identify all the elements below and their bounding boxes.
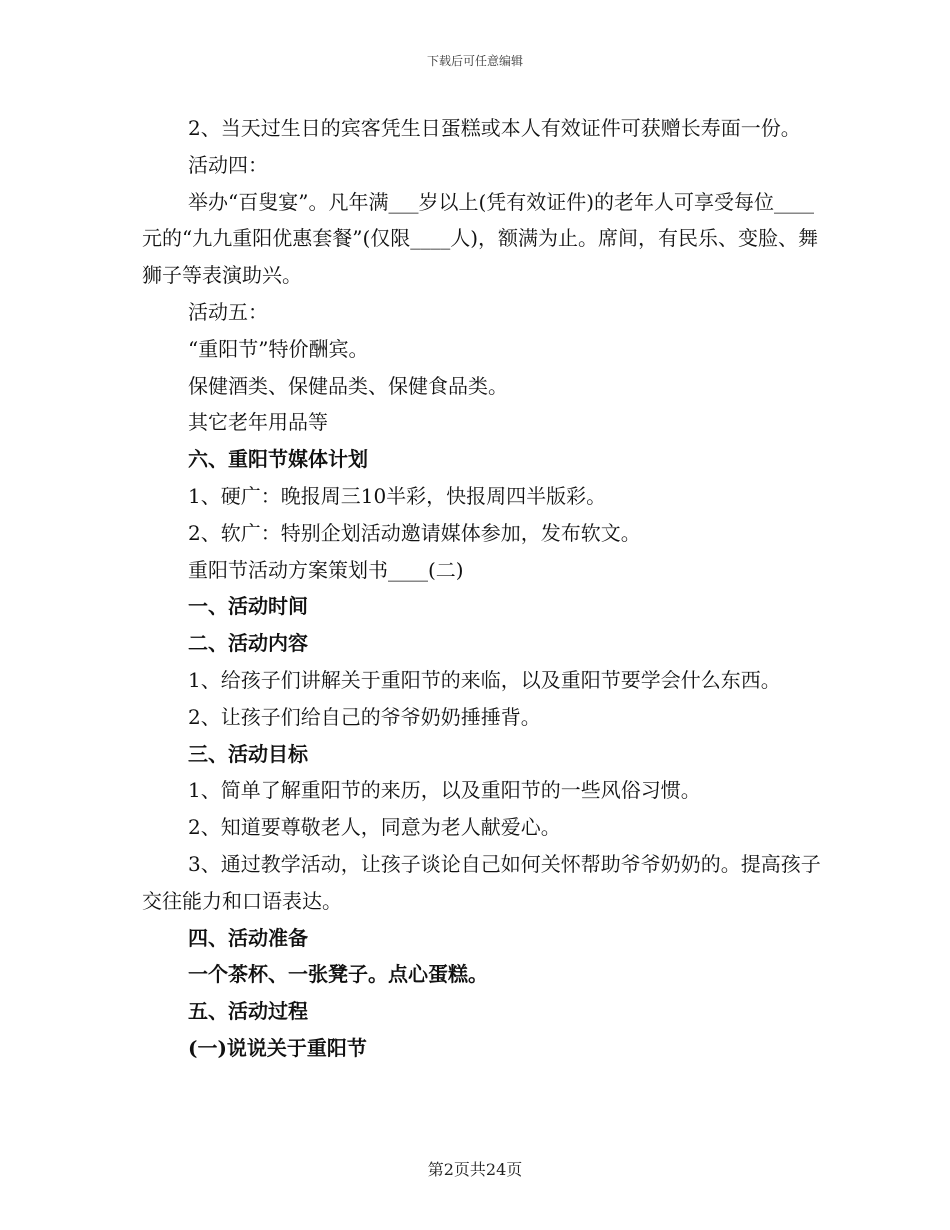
page-header-note: 下载后可任意编辑 [426, 54, 523, 68]
paragraph: 1、给孩子们讲解关于重阳节的来临，以及重阳节要学会什么东西。 [188, 667, 781, 692]
paragraph: 2、软广：特别企划活动邀请媒体参加，发布软文。 [188, 520, 641, 545]
section-heading: 四、活动准备 [188, 925, 308, 950]
paragraph: 2、知道要尊敬老人，同意为老人献爱心。 [188, 815, 561, 840]
paragraph: 重阳节活动方案策划书____(二) [188, 557, 464, 582]
paragraph: 一个茶杯、一张凳子。点心蛋糕。 [188, 962, 488, 987]
paragraph: 举办“百叟宴”。凡年满___岁以上(凭有效证件)的老年人可享受每位____元的“九九重阳优惠套餐”(仅限____人)，额满为止。席间，有民乐、变脸、舞狮子等表演助兴。 [142, 189, 819, 288]
paragraph: “重阳节”特价酬宾。 [188, 336, 369, 361]
paragraph: 2、让孩子们给自己的爷爷奶奶捶捶背。 [188, 704, 541, 729]
document-body [142, 110, 822, 1067]
paragraph: 其它老年用品等 [188, 410, 328, 435]
paragraph: 保健酒类、保健品类、保健食品类。 [188, 373, 508, 398]
section-heading: 二、活动内容 [188, 631, 308, 656]
page-footer-number: 第2页共24页 [427, 1160, 523, 1179]
section-heading: 三、活动目标 [188, 741, 308, 766]
paragraph: 活动四： [188, 152, 268, 177]
paragraph: 1、硬广：晚报周三10半彩，快报周四半版彩。 [188, 483, 607, 508]
section-heading: 五、活动过程 [188, 999, 308, 1024]
paragraph: 活动五： [188, 299, 268, 324]
paragraph: 3、通过教学活动，让孩子谈论自己如何关怀帮助爷爷奶奶的。提高孩子交往能力和口语表达。 [142, 851, 821, 913]
section-heading: 一、活动时间 [188, 594, 308, 619]
section-heading: (一)说说关于重阳节 [188, 1035, 367, 1060]
paragraph: 2、当天过生日的宾客凭生日蛋糕或本人有效证件可获赠长寿面一份。 [188, 116, 801, 140]
section-heading: 六、重阳节媒体计划 [188, 447, 368, 472]
paragraph: 1、简单了解重阳节的来历，以及重阳节的一些风俗习惯。 [188, 778, 701, 803]
